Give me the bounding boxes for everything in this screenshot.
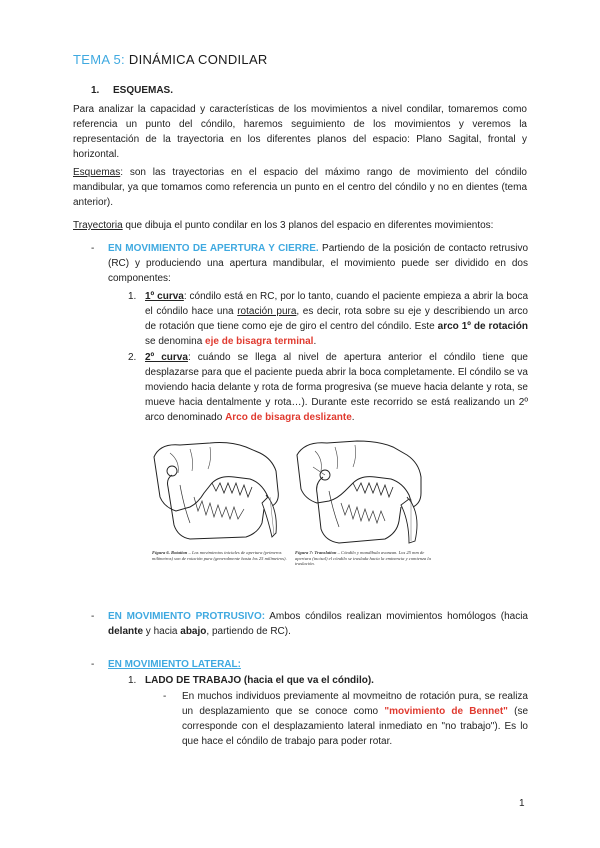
figure-rotation-caption xyxy=(152,550,288,561)
title-number: TEMA 5: xyxy=(73,52,125,67)
jaw-rotation-illustration xyxy=(150,437,290,549)
apertura-heading: EN MOVIMIENTO DE APERTURA Y CIERRE. xyxy=(108,243,319,254)
apertura-bullet: - xyxy=(91,243,95,254)
curva2-text-2: . xyxy=(351,412,355,423)
curva2-paragraph xyxy=(145,350,528,425)
esquemas-paragraph xyxy=(73,165,527,210)
section-title: ESQUEMAS. xyxy=(113,85,174,96)
curva1-red-term: eje de bisagra terminal xyxy=(205,336,314,347)
lateral-bullet: - xyxy=(91,659,95,670)
lateral-heading-line xyxy=(108,657,528,672)
curva1-text-1: : cóndilo está en RC, por lo tanto, cuando el paciente empieza a abrir la boca el cóndilo hace una xyxy=(145,291,529,317)
curva1-label: 1º curva xyxy=(145,291,184,302)
page-number: 1 xyxy=(519,798,525,809)
curva1-bold: arco 1º de rotación xyxy=(437,321,528,332)
esquemas-term: Esquemas xyxy=(73,167,121,178)
jaw-translation-illustration xyxy=(293,437,433,549)
curva1-text-2: , es decir, rota sobre su eje y describiendo un arco de rotación que tiene como eje de giro el centro del cóndilo. Este xyxy=(145,306,528,332)
lateral-sub-text-2: (se corresponde con el desplazamiento lateral inmediato en "no trabajo"). Es lo que hace el cóndilo de trabajo para poder rotar. xyxy=(182,706,528,747)
figure-rotation-caption-text: – Los movimientos iniciales de apertura (primeros milímetros) son de rotación pura (generalmente hasta los 25 milímetros). xyxy=(152,550,287,561)
curva2-text-1: : cuándo se llega al nivel de apertura anterior el cóndilo tiene que desplazarse para que el paciente pueda abrir la boca completamente. El cóndilo se va moviendo hacia delante y rota de forma progresiva (se mueve hacia delante y rota, se mueve hacia dentalmente y rota…). Durante este recorrido se está realizando un 2º arco denominado xyxy=(145,352,528,423)
apertura-text: Partiendo de la posición de contacto retrusivo (RC) y produciendo una apertura mandibular, el movimiento puede ser dividido en dos componentes: xyxy=(108,243,529,284)
trayectoria-text: que dibuja el punto condilar en los 3 planos del espacio en diferentes movimientos: xyxy=(122,220,494,231)
figure-translation xyxy=(293,437,433,569)
lateral-sub-text-1: En muchos individuos previamente al movmeitno de rotación pura, se realiza un desplazamiento que se conoce como xyxy=(182,691,528,717)
curva1-number: 1. xyxy=(128,291,137,302)
figures-block xyxy=(150,437,450,569)
trayectoria-term: Trayectoria xyxy=(73,220,123,231)
protrusivo-bold-2: abajo xyxy=(180,626,207,637)
protrusivo-paragraph xyxy=(108,609,528,639)
figure-translation-caption xyxy=(295,550,431,567)
lateral-heading: EN MOVIMIENTO LATERAL: xyxy=(108,659,241,670)
curva2-red-term: Arco de bisagra deslizante xyxy=(225,412,352,423)
apertura-paragraph xyxy=(108,241,528,286)
section-number: 1. xyxy=(91,85,100,96)
lateral-item xyxy=(145,673,528,688)
section-heading xyxy=(91,83,173,98)
curva2-number: 2. xyxy=(128,352,137,363)
protrusivo-heading: EN MOVIMIENTO PROTRUSIVO: xyxy=(108,611,266,622)
protrusivo-text-1: Ambos cóndilos realizan movimientos homólogos (hacia xyxy=(265,611,528,622)
figure-rotation-caption-bold: Figura 6. Rotation xyxy=(152,550,188,555)
intro-paragraph: Para analizar la capacidad y características de los movimientos a nivel condilar, tomaremos como referencia un punto del cóndilo, haremos seguimiento de los movimientos y veremos la representación de la trayectoria en los diferentes planos del espacio: Plano Sagital, frontal y horizontal. xyxy=(73,104,527,160)
lateral-sub-bullet: - xyxy=(163,691,167,702)
figure-rotation xyxy=(150,437,290,569)
curva1-paragraph xyxy=(145,289,528,349)
figure-translation-caption-bold: Figura 7: Translation xyxy=(295,550,337,555)
curva2-label: 2º curva xyxy=(145,352,188,363)
figure-translation-caption-text: – Cóndilo y mandíbula avanzan. Los 25 mm de apertura (incisal) el cóndilo se traslada hacia la eminencia y comienza la traslación. xyxy=(295,550,431,567)
protrusivo-bold-1: delante xyxy=(108,626,144,637)
esquemas-text: : son las trayectorias en el espacio del máximo rango de movimiento del cóndilo mandibular, ya que tomamos como referencia un punto en el centro del cóndilo y no en dientes (tema anterior). xyxy=(73,167,527,208)
curva1-underlined: rotación pura xyxy=(237,306,297,317)
bennet-term: "movimiento de Bennet" xyxy=(384,706,508,717)
lateral-item-label: LADO DE TRABAJO xyxy=(145,675,242,686)
lateral-item-rest: (hacia el que va el cóndilo). xyxy=(241,675,374,686)
curva1-text-4: . xyxy=(313,336,317,347)
protrusivo-bullet: - xyxy=(91,611,95,622)
trayectoria-paragraph xyxy=(73,218,527,233)
lateral-sub-paragraph xyxy=(182,689,528,749)
protrusivo-text-3: , partiendo de RC). xyxy=(206,626,291,637)
page-title xyxy=(73,52,268,67)
protrusivo-text-2: y hacia xyxy=(143,626,181,637)
curva1-text-3: se denomina xyxy=(145,336,206,347)
title-text: DINÁMICA CONDILAR xyxy=(128,52,268,67)
lateral-item-number: 1. xyxy=(128,675,137,686)
